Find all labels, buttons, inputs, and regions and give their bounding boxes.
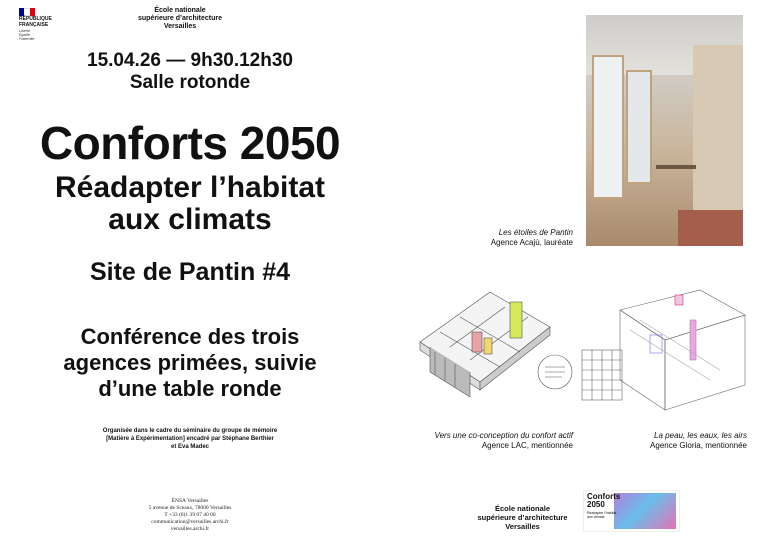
- event-datetime: 15.04.26 — 9h30.12h30 Salle rotonde: [60, 50, 320, 94]
- republic-motto: Liberté Égalité Fraternité: [19, 29, 35, 41]
- conference-description: Conférence des trois agences primées, suivie d’une table ronde: [63, 324, 317, 401]
- axonometric-drawing-gloria: [580, 280, 750, 420]
- organisation-note: Organisée dans le cadre du séminaire du groupe de mémoire [Matière à Expérimentation] encadré par Stéphane Berthier et Eva Madec: [102, 428, 278, 450]
- page-title: Conforts 2050: [39, 117, 341, 169]
- republique-francaise-label: RÉPUBLIQUE FRANÇAISE: [19, 16, 52, 28]
- site-heading: Site de Pantin #4: [89, 258, 291, 286]
- event-room: Salle rotonde: [129, 72, 251, 93]
- mini-poster-thumbnail: Conforts 2050 Réadapter l’habitat aux climats: [583, 490, 680, 532]
- marianne-logo: [19, 8, 35, 16]
- axonometric-drawing-lac: [410, 272, 585, 412]
- caption-acaju: Les étoiles de Pantin Agence Acajù, lauréate: [490, 228, 573, 247]
- school-name-bottom: École nationale supérieure d’architecture Versailles: [477, 504, 568, 531]
- website-link: versailles.archi.fr: [170, 526, 210, 532]
- caption-gloria: La peau, les eaux, les airs Agence Gloria, mentionnée: [650, 431, 747, 450]
- interior-photo: [586, 15, 743, 246]
- school-address: ÉNSA Versailles 5 avenue de Sceaux, 78000 Versailles T +33 (0)1 39 07 40 00 communication@versailles.archi.fr versailles.archi.fr: [130, 498, 250, 533]
- page-subtitle: Réadapter l’habitat aux climats: [54, 171, 326, 236]
- email-link: communication@versailles.archi.fr: [151, 519, 229, 525]
- caption-lac: Vers une co-conception du confort actif Agence LAC, mentionnée: [434, 431, 573, 450]
- school-name-top: École nationale supérieure d’architecture Versailles: [137, 7, 223, 30]
